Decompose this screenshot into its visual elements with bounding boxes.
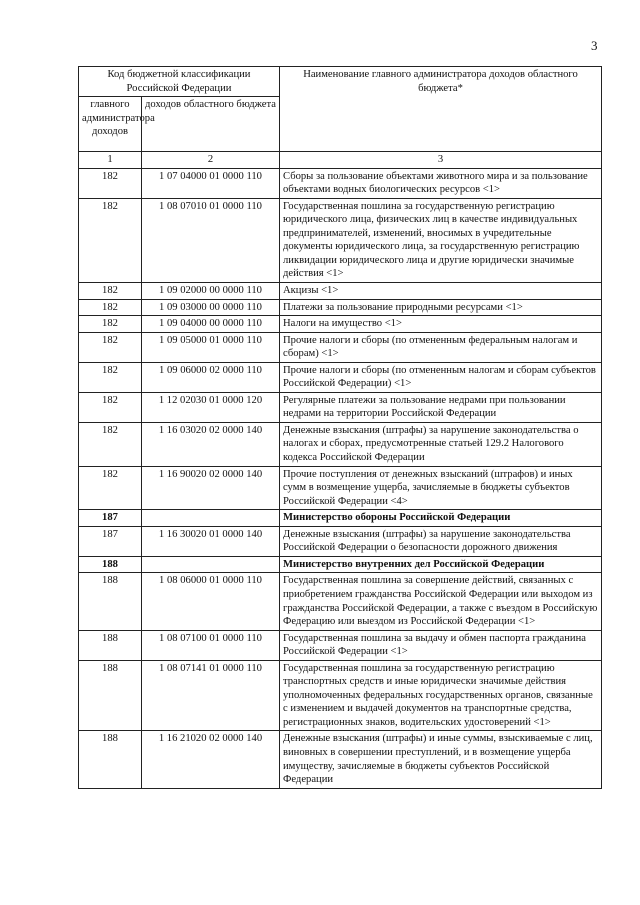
table-row	[79, 573, 602, 630]
revenue-code-cell: 1 16 03020 02 0000 140	[142, 422, 280, 466]
revenue-name-cell: Государственная пошлина за государственную регистрацию транспортных средств и иные юридически значимые действия уполномоченных федеральных государственных органов, связанные с изменением и выдачей документов на транспортные средства, регистрационных знаков, водительских удостоверений <1>	[280, 660, 602, 731]
revenue-name-cell: Платежи за пользование природными ресурсами <1>	[280, 299, 602, 316]
header-revenue-code: доходов областного бюджета	[142, 97, 280, 152]
revenue-code-cell: 1 08 07010 01 0000 110	[142, 198, 280, 282]
table-row	[79, 316, 602, 333]
revenue-name-cell: Прочие налоги и сборы (по отмененным налогам и сборам субъектов Российской Федерации) <1>	[280, 362, 602, 392]
table-row	[79, 198, 602, 282]
header-name: Наименование главного администратора доходов областного бюджета*	[280, 67, 602, 152]
administrator-code-cell: 182	[79, 168, 142, 198]
revenue-code-cell: 1 08 06000 01 0000 110	[142, 573, 280, 630]
budget-classification-table	[78, 66, 602, 789]
table-row	[79, 526, 602, 556]
revenue-name-cell: Налоги на имущество <1>	[280, 316, 602, 333]
table-row	[79, 630, 602, 660]
column-number: 1	[79, 152, 142, 169]
revenue-name-cell: Государственная пошлина за совершение действий, связанных с приобретением гражданства Российской Федерации или выходом из гражданства Российской Федерации, а также с въездом в Российскую Федерацию или выездом из Российской Федерации <1>	[280, 573, 602, 630]
administrator-code-cell: 182	[79, 316, 142, 333]
revenue-code-cell: 1 09 02000 00 0000 110	[142, 283, 280, 300]
revenue-name-cell: Регулярные платежи за пользование недрами при пользовании недрами на территории Российской Федерации	[280, 392, 602, 422]
revenue-code-cell: 1 08 07141 01 0000 110	[142, 660, 280, 731]
administrator-code-cell: 187	[79, 510, 142, 527]
revenue-name-cell: Денежные взыскания (штрафы) за нарушение законодательства Российской Федерации о безопасности дорожного движения	[280, 526, 602, 556]
table-row	[79, 332, 602, 362]
revenue-name-cell: Государственная пошлина за государственную регистрацию юридического лица, физических лиц в качестве индивидуальных предпринимателей, изменений, вносимых в учредительные документы юридического лица, за государственную регистрацию ликвидации юридического лица и другие юридически значимые действия <1>	[280, 198, 602, 282]
administrator-code-cell: 188	[79, 556, 142, 573]
revenue-code-cell: 1 08 07100 01 0000 110	[142, 630, 280, 660]
ministry-name-cell: Министерство внутренних дел Российской Федерации	[280, 556, 602, 573]
revenue-code-cell: 1 07 04000 01 0000 110	[142, 168, 280, 198]
administrator-code-cell: 182	[79, 283, 142, 300]
page-number: 3	[591, 38, 598, 53]
administrator-code-cell: 182	[79, 466, 142, 510]
header-classification-code: Код бюджетной классификации Российской Федерации	[79, 67, 280, 97]
column-number-row	[79, 152, 602, 169]
revenue-code-cell: 1 16 30020 01 0000 140	[142, 526, 280, 556]
administrator-code-cell: 182	[79, 198, 142, 282]
table-row	[79, 731, 602, 788]
administrator-code-cell: 182	[79, 392, 142, 422]
table-row	[79, 660, 602, 731]
revenue-code-cell: 1 16 90020 02 0000 140	[142, 466, 280, 510]
header-main-administrator: главного администратора доходов	[79, 97, 142, 152]
administrator-code-cell: 182	[79, 362, 142, 392]
revenue-code-cell: 1 09 04000 00 0000 110	[142, 316, 280, 333]
table-row	[79, 466, 602, 510]
ministry-name-cell: Министерство обороны Российской Федерации	[280, 510, 602, 527]
table-row	[79, 283, 602, 300]
revenue-code-cell: 1 09 03000 00 0000 110	[142, 299, 280, 316]
administrator-code-cell: 187	[79, 526, 142, 556]
administrator-code-cell: 182	[79, 422, 142, 466]
revenue-name-cell: Акцизы <1>	[280, 283, 602, 300]
revenue-name-cell: Прочие поступления от денежных взысканий (штрафов) и иных сумм в возмещение ущерба, зачисляемые в бюджеты субъектов Российской Федерации <4>	[280, 466, 602, 510]
revenue-code-cell: 1 16 21020 02 0000 140	[142, 731, 280, 788]
administrator-code-cell: 182	[79, 299, 142, 316]
revenue-code-cell	[142, 556, 280, 573]
table-row	[79, 168, 602, 198]
revenue-name-cell: Государственная пошлина за выдачу и обмен паспорта гражданина Российской Федерации <1>	[280, 630, 602, 660]
column-number: 2	[142, 152, 280, 169]
table-body	[79, 168, 602, 788]
table-header-row	[79, 67, 602, 97]
revenue-name-cell: Сборы за пользование объектами животного мира и за пользование объектами водных биологических ресурсов <1>	[280, 168, 602, 198]
ministry-row	[79, 510, 602, 527]
column-number: 3	[280, 152, 602, 169]
revenue-name-cell: Денежные взыскания (штрафы) и иные суммы, взыскиваемые с лиц, виновных в совершении преступлений, и в возмещение ущерба имуществу, зачисляемые в бюджеты субъектов Российской Федерации	[280, 731, 602, 788]
revenue-code-cell: 1 09 05000 01 0000 110	[142, 332, 280, 362]
table-row	[79, 299, 602, 316]
ministry-row	[79, 556, 602, 573]
administrator-code-cell: 188	[79, 660, 142, 731]
revenue-code-cell: 1 12 02030 01 0000 120	[142, 392, 280, 422]
table-row	[79, 392, 602, 422]
administrator-code-cell: 188	[79, 573, 142, 630]
table-row	[79, 362, 602, 392]
administrator-code-cell: 188	[79, 731, 142, 788]
administrator-code-cell: 182	[79, 332, 142, 362]
table-row	[79, 422, 602, 466]
revenue-code-cell	[142, 510, 280, 527]
administrator-code-cell: 188	[79, 630, 142, 660]
revenue-name-cell: Прочие налоги и сборы (по отмененным федеральным налогам и сборам) <1>	[280, 332, 602, 362]
revenue-name-cell: Денежные взыскания (штрафы) за нарушение законодательства о налогах и сборах, предусмотренные статьей 129.2 Налогового кодекса Российской Федерации	[280, 422, 602, 466]
revenue-code-cell: 1 09 06000 02 0000 110	[142, 362, 280, 392]
